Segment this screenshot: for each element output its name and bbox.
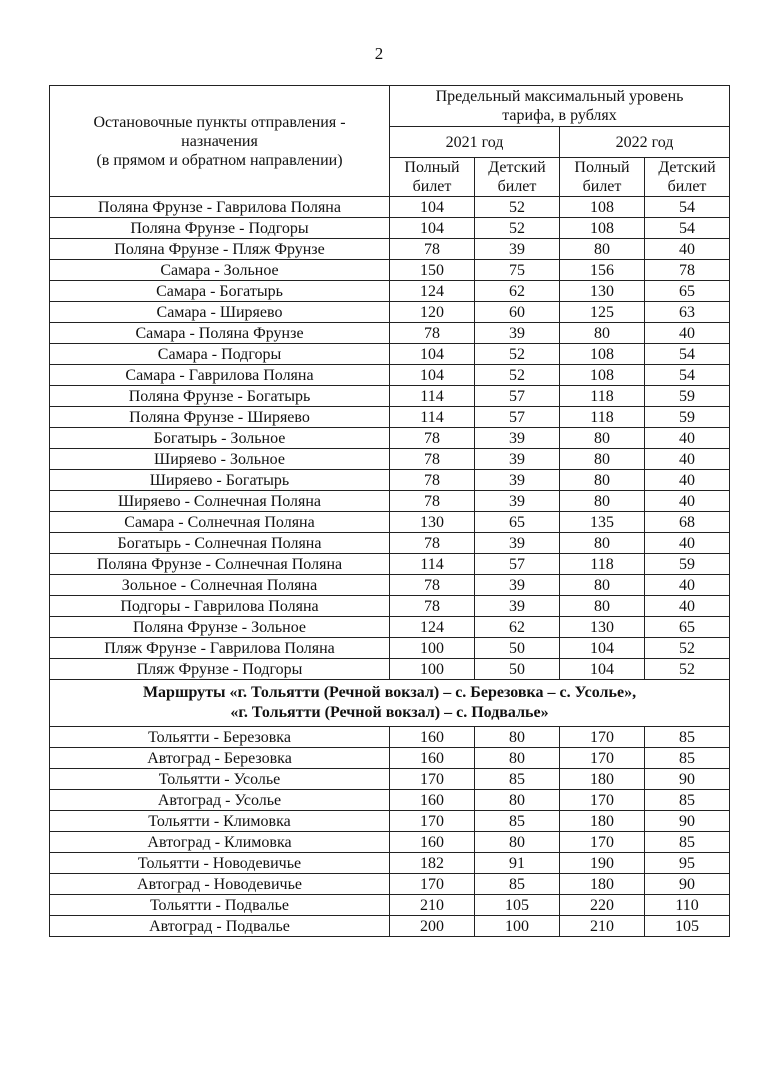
child-ticket-2021-header (475, 158, 560, 197)
full-2022-cell: 170 (560, 790, 645, 811)
table-row (50, 790, 730, 811)
full-2022-cell: 118 (560, 554, 645, 575)
full-2021-cell: 160 (390, 748, 475, 769)
child-2021-cell: 39 (475, 470, 560, 491)
child-2022-cell: 40 (645, 575, 730, 596)
tariff-table (49, 85, 730, 937)
table-row (50, 554, 730, 575)
route-cell: Самара - Ширяево (50, 302, 390, 323)
table-row (50, 659, 730, 680)
full-2022-cell: 170 (560, 748, 645, 769)
child-2022-cell: 90 (645, 874, 730, 895)
full-2022-cell: 118 (560, 407, 645, 428)
child-2021-cell: 85 (475, 811, 560, 832)
full-2021-cell: 170 (390, 874, 475, 895)
route-cell: Ширяево - Богатырь (50, 470, 390, 491)
full-2021-cell: 114 (390, 386, 475, 407)
child-2022-cell: 90 (645, 811, 730, 832)
child-ticket-label: Детский (658, 159, 716, 176)
full-2021-cell: 120 (390, 302, 475, 323)
route-cell: Богатырь - Солнечная Поляна (50, 533, 390, 554)
route-cell: Автоград - Климовка (50, 832, 390, 853)
child-2022-cell: 52 (645, 638, 730, 659)
table-row (50, 533, 730, 554)
child-2022-cell: 68 (645, 512, 730, 533)
full-2022-cell: 180 (560, 874, 645, 895)
table-row (50, 811, 730, 832)
full-2021-cell: 170 (390, 811, 475, 832)
child-2021-cell: 80 (475, 790, 560, 811)
route-column-header-line2: назначения (181, 132, 258, 150)
child-2022-cell: 90 (645, 769, 730, 790)
ticket-label: билет (497, 178, 537, 195)
child-2021-cell: 39 (475, 428, 560, 449)
max-tariff-header (390, 86, 730, 127)
route-column-header (50, 86, 390, 197)
child-2021-cell: 85 (475, 874, 560, 895)
full-2022-cell: 80 (560, 449, 645, 470)
child-2022-cell: 54 (645, 218, 730, 239)
table-row (50, 832, 730, 853)
full-2021-cell: 78 (390, 470, 475, 491)
child-2021-cell: 60 (475, 302, 560, 323)
table-row (50, 638, 730, 659)
child-2021-cell: 52 (475, 365, 560, 386)
full-2022-cell: 104 (560, 659, 645, 680)
route-cell: Поляна Фрунзе - Солнечная Поляна (50, 554, 390, 575)
child-2022-cell: 40 (645, 533, 730, 554)
child-2022-cell: 54 (645, 344, 730, 365)
child-2022-cell: 59 (645, 554, 730, 575)
full-2022-cell: 80 (560, 428, 645, 449)
full-2022-cell: 170 (560, 727, 645, 748)
full-2021-cell: 160 (390, 832, 475, 853)
child-2021-cell: 39 (475, 596, 560, 617)
route-cell: Тольятти - Березовка (50, 727, 390, 748)
table-header (50, 86, 730, 197)
table-row (50, 281, 730, 302)
full-2021-cell: 182 (390, 853, 475, 874)
full-2022-cell: 108 (560, 218, 645, 239)
table-row (50, 596, 730, 617)
child-2022-cell: 110 (645, 895, 730, 916)
section-header-row (50, 680, 730, 727)
child-2021-cell: 57 (475, 407, 560, 428)
child-2021-cell: 80 (475, 832, 560, 853)
table-row (50, 853, 730, 874)
full-2021-cell: 78 (390, 449, 475, 470)
year-2022-header: 2022 год (560, 127, 730, 158)
child-2022-cell: 95 (645, 853, 730, 874)
table-row (50, 874, 730, 895)
full-2021-cell: 124 (390, 281, 475, 302)
full-2021-cell: 104 (390, 197, 475, 218)
child-2021-cell: 65 (475, 512, 560, 533)
full-2021-cell: 130 (390, 512, 475, 533)
section-title-line2: «г. Тольятти (Речной вокзал) – с. Подвалье» (230, 704, 549, 721)
route-cell: Автоград - Новодевичье (50, 874, 390, 895)
route-cell: Поляна Фрунзе - Пляж Фрунзе (50, 239, 390, 260)
child-2021-cell: 105 (475, 895, 560, 916)
route-cell: Подгоры - Гаврилова Поляна (50, 596, 390, 617)
route-cell: Самара - Поляна Фрунзе (50, 323, 390, 344)
full-2022-cell: 80 (560, 239, 645, 260)
table-row (50, 260, 730, 281)
child-2022-cell: 59 (645, 386, 730, 407)
child-2021-cell: 39 (475, 449, 560, 470)
full-2021-cell: 78 (390, 575, 475, 596)
table-row (50, 239, 730, 260)
table-row (50, 323, 730, 344)
route-cell: Ширяево - Зольное (50, 449, 390, 470)
table-row (50, 302, 730, 323)
child-2021-cell: 57 (475, 554, 560, 575)
child-2021-cell: 75 (475, 260, 560, 281)
child-2022-cell: 65 (645, 617, 730, 638)
full-2022-cell: 80 (560, 533, 645, 554)
full-2022-cell: 80 (560, 491, 645, 512)
full-2022-cell: 104 (560, 638, 645, 659)
route-cell: Автоград - Березовка (50, 748, 390, 769)
child-2022-cell: 40 (645, 323, 730, 344)
full-ticket-2021-header (390, 158, 475, 197)
full-2021-cell: 78 (390, 491, 475, 512)
child-2022-cell: 63 (645, 302, 730, 323)
full-2021-cell: 160 (390, 727, 475, 748)
full-ticket-label: Полный (404, 159, 460, 176)
full-2022-cell: 130 (560, 281, 645, 302)
route-column-header-line3: (в прямом и обратном направлении) (96, 151, 343, 169)
full-2022-cell: 108 (560, 197, 645, 218)
full-2022-cell: 210 (560, 916, 645, 937)
child-2021-cell: 91 (475, 853, 560, 874)
child-2022-cell: 54 (645, 197, 730, 218)
table-row (50, 491, 730, 512)
full-2022-cell: 220 (560, 895, 645, 916)
full-2021-cell: 78 (390, 323, 475, 344)
full-2022-cell: 118 (560, 386, 645, 407)
page-number: 2 (374, 44, 384, 63)
full-2022-cell: 135 (560, 512, 645, 533)
child-2021-cell: 80 (475, 748, 560, 769)
full-2022-cell: 80 (560, 470, 645, 491)
max-tariff-header-line1: Предельный максимальный уровень (435, 88, 684, 105)
route-cell: Пляж Фрунзе - Подгоры (50, 659, 390, 680)
route-cell: Автоград - Усолье (50, 790, 390, 811)
full-2021-cell: 78 (390, 428, 475, 449)
child-2021-cell: 80 (475, 727, 560, 748)
table-row (50, 197, 730, 218)
route-cell: Самара - Подгоры (50, 344, 390, 365)
child-2021-cell: 39 (475, 575, 560, 596)
route-cell: Ширяево - Солнечная Поляна (50, 491, 390, 512)
child-2021-cell: 52 (475, 218, 560, 239)
table-row (50, 748, 730, 769)
full-2021-cell: 78 (390, 596, 475, 617)
child-2022-cell: 40 (645, 449, 730, 470)
section-title (50, 680, 730, 727)
child-2021-cell: 39 (475, 239, 560, 260)
full-2022-cell: 80 (560, 323, 645, 344)
child-2022-cell: 85 (645, 790, 730, 811)
full-2022-cell: 80 (560, 575, 645, 596)
full-2021-cell: 114 (390, 407, 475, 428)
ticket-label: билет (667, 178, 707, 195)
full-2021-cell: 170 (390, 769, 475, 790)
year-2021-header: 2021 год (390, 127, 560, 158)
full-2021-cell: 124 (390, 617, 475, 638)
full-2022-cell: 190 (560, 853, 645, 874)
child-2021-cell: 50 (475, 659, 560, 680)
table-row (50, 575, 730, 596)
full-2022-cell: 170 (560, 832, 645, 853)
table-row (50, 344, 730, 365)
full-2022-cell: 180 (560, 811, 645, 832)
child-ticket-2022-header (645, 158, 730, 197)
route-cell: Поляна Фрунзе - Гаврилова Поляна (50, 197, 390, 218)
child-2022-cell: 85 (645, 748, 730, 769)
route-cell: Зольное - Солнечная Поляна (50, 575, 390, 596)
table-row (50, 386, 730, 407)
child-2021-cell: 39 (475, 491, 560, 512)
route-cell: Тольятти - Подвалье (50, 895, 390, 916)
full-2022-cell: 108 (560, 344, 645, 365)
full-2021-cell: 160 (390, 790, 475, 811)
table-row (50, 895, 730, 916)
child-2022-cell: 40 (645, 596, 730, 617)
route-cell: Самара - Гаврилова Поляна (50, 365, 390, 386)
table-row (50, 769, 730, 790)
ticket-label: билет (582, 178, 622, 195)
child-2022-cell: 54 (645, 365, 730, 386)
full-2021-cell: 100 (390, 638, 475, 659)
child-2021-cell: 52 (475, 197, 560, 218)
full-2022-cell: 108 (560, 365, 645, 386)
route-cell: Самара - Богатырь (50, 281, 390, 302)
route-cell: Поляна Фрунзе - Богатырь (50, 386, 390, 407)
route-cell: Поляна Фрунзе - Зольное (50, 617, 390, 638)
table-row (50, 365, 730, 386)
route-column-header-line1: Остановочные пункты отправления - (93, 113, 346, 131)
full-2022-cell: 125 (560, 302, 645, 323)
full-2021-cell: 104 (390, 365, 475, 386)
table-row (50, 470, 730, 491)
table-row (50, 512, 730, 533)
full-2022-cell: 130 (560, 617, 645, 638)
full-ticket-label: Полный (574, 159, 630, 176)
table-row (50, 218, 730, 239)
route-cell: Самара - Зольное (50, 260, 390, 281)
child-2022-cell: 52 (645, 659, 730, 680)
full-2021-cell: 100 (390, 659, 475, 680)
full-ticket-2022-header (560, 158, 645, 197)
route-cell: Самара - Солнечная Поляна (50, 512, 390, 533)
full-2022-cell: 156 (560, 260, 645, 281)
max-tariff-header-line2: тарифа, в рублях (502, 107, 617, 124)
table-row (50, 617, 730, 638)
table-row (50, 916, 730, 937)
full-2021-cell: 114 (390, 554, 475, 575)
route-cell: Тольятти - Новодевичье (50, 853, 390, 874)
full-2021-cell: 78 (390, 239, 475, 260)
ticket-label: билет (412, 178, 452, 195)
full-2022-cell: 180 (560, 769, 645, 790)
table-row (50, 407, 730, 428)
route-cell: Поляна Фрунзе - Подгоры (50, 218, 390, 239)
full-2021-cell: 210 (390, 895, 475, 916)
child-2022-cell: 40 (645, 470, 730, 491)
route-cell: Поляна Фрунзе - Ширяево (50, 407, 390, 428)
child-2021-cell: 52 (475, 344, 560, 365)
child-2021-cell: 100 (475, 916, 560, 937)
full-2021-cell: 200 (390, 916, 475, 937)
child-2021-cell: 39 (475, 323, 560, 344)
child-2022-cell: 105 (645, 916, 730, 937)
child-2022-cell: 59 (645, 407, 730, 428)
child-2021-cell: 39 (475, 533, 560, 554)
route-cell: Пляж Фрунзе - Гаврилова Поляна (50, 638, 390, 659)
route-cell: Богатырь - Зольное (50, 428, 390, 449)
full-2021-cell: 150 (390, 260, 475, 281)
section-title-line1: Маршруты «г. Тольятти (Речной вокзал) – с. Березовка – с. Усолье», (142, 684, 637, 701)
child-2021-cell: 50 (475, 638, 560, 659)
child-2021-cell: 62 (475, 617, 560, 638)
table-row (50, 727, 730, 748)
child-2022-cell: 40 (645, 428, 730, 449)
child-2022-cell: 85 (645, 727, 730, 748)
child-2021-cell: 57 (475, 386, 560, 407)
child-ticket-label: Детский (488, 159, 546, 176)
table-row (50, 428, 730, 449)
route-cell: Автоград - Подвалье (50, 916, 390, 937)
child-2022-cell: 40 (645, 491, 730, 512)
child-2022-cell: 40 (645, 239, 730, 260)
full-2021-cell: 104 (390, 344, 475, 365)
child-2022-cell: 65 (645, 281, 730, 302)
table-body (50, 197, 730, 937)
full-2021-cell: 78 (390, 533, 475, 554)
child-2022-cell: 78 (645, 260, 730, 281)
table-row (50, 449, 730, 470)
route-cell: Тольятти - Климовка (50, 811, 390, 832)
full-2021-cell: 104 (390, 218, 475, 239)
child-2021-cell: 62 (475, 281, 560, 302)
child-2022-cell: 85 (645, 832, 730, 853)
route-cell: Тольятти - Усолье (50, 769, 390, 790)
full-2022-cell: 80 (560, 596, 645, 617)
child-2021-cell: 85 (475, 769, 560, 790)
